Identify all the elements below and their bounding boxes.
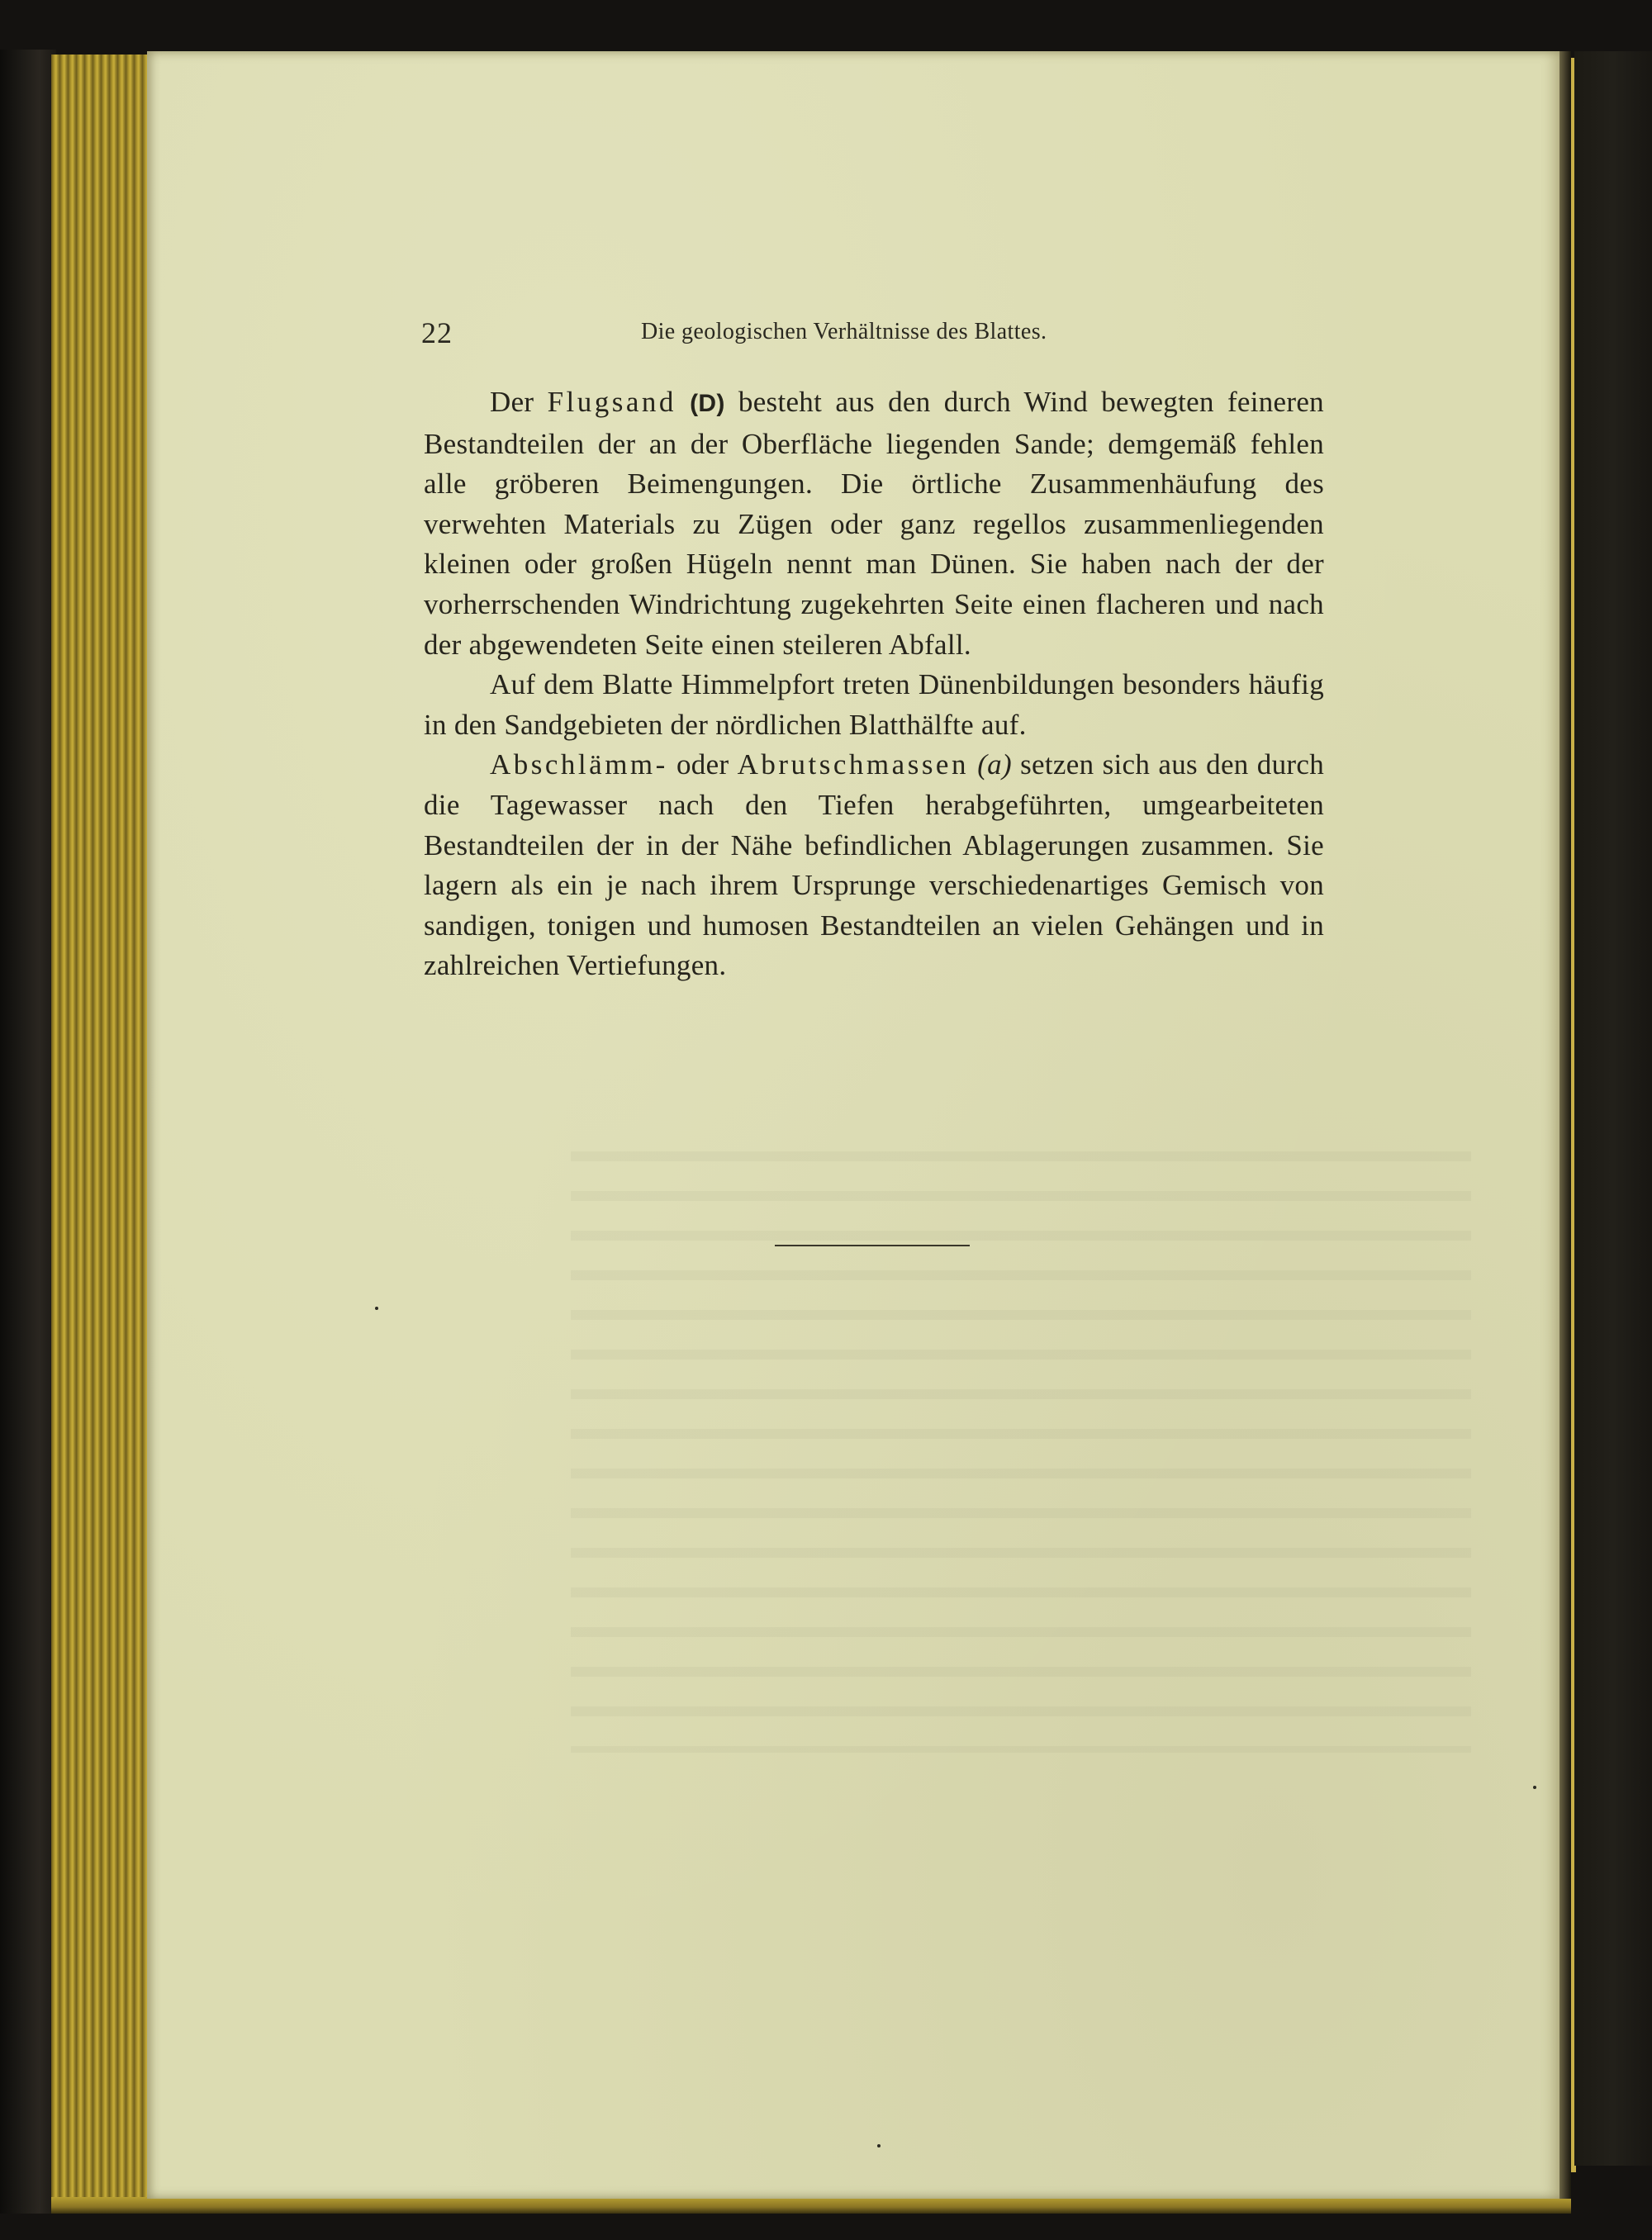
paper-speck (877, 2144, 881, 2147)
page-sheet (147, 51, 1559, 2199)
paper-speck (1533, 1786, 1536, 1789)
paragraph-1-text: besteht aus den durch Wind bewegten feineren Bestandteilen der an der Oberfläche liegenden Sande; demgemäß fehlen alle gröberen Beimengungen. Die örtliche Zusammenhäufung des verwehten Materials zu Zügen oder ganz regellos zusammenliegenden kleinen oder großen Hügeln nennt man Dünen. Sie haben nach der der vorherrschenden Windrichtung zugekehrten Seite einen flacheren und nach der abgewendeten Seite einen steileren Abfall. (424, 386, 1324, 661)
paragraph-2-text: Auf dem Blatte Himmelpfort treten Dünenbildungen besonders häufig in den Sandgebieten der nördlichen Blatthälfte auf. (424, 668, 1324, 741)
section-end-rule (775, 1245, 970, 1246)
map-symbol-d: (D) (690, 390, 725, 417)
paragraph-1-lead: Der (490, 386, 548, 418)
term-flugsand: Flugsand (547, 386, 676, 418)
page-number: 22 (421, 316, 453, 349)
paragraph-duenen (424, 665, 1324, 745)
map-symbol-a: (a) (977, 748, 1012, 781)
body-text (424, 382, 1324, 986)
term-abschlaemm: Abschlämm- (490, 748, 668, 781)
paragraph-3-connector: oder (667, 748, 738, 781)
page-gutter-shadow (1559, 51, 1571, 2199)
running-head (421, 316, 1115, 357)
book-spine (0, 50, 56, 2214)
page-stack-bottom-edge (51, 2197, 1571, 2214)
term-abrutschmassen: Abrutschmassen (737, 748, 969, 781)
paragraph-flugsand (424, 382, 1324, 665)
page-stack-edge (51, 55, 150, 2210)
paragraph-3-text: setzen sich aus den durch die Tagewasser nach den Tiefen herabgeführten, umgearbeiteten Bestandteilen der in der Nähe befindlichen Ablagerungen zusammen. Sie lagern als ein je nach ihrem Ursprunge verschiedenartiges Gemisch von sandigen, tonigen und humosen Bestandteilen an vielen Gehängen und in zahlreichen Vertiefungen. (424, 748, 1324, 982)
paper-speck (375, 1307, 378, 1310)
paragraph-abschlaemm (424, 745, 1324, 986)
facing-page-cover (1574, 51, 1652, 2166)
running-head-title: Die geologischen Verhältnisse des Blattes. (641, 319, 1047, 344)
show-through-text (571, 1125, 1471, 1753)
